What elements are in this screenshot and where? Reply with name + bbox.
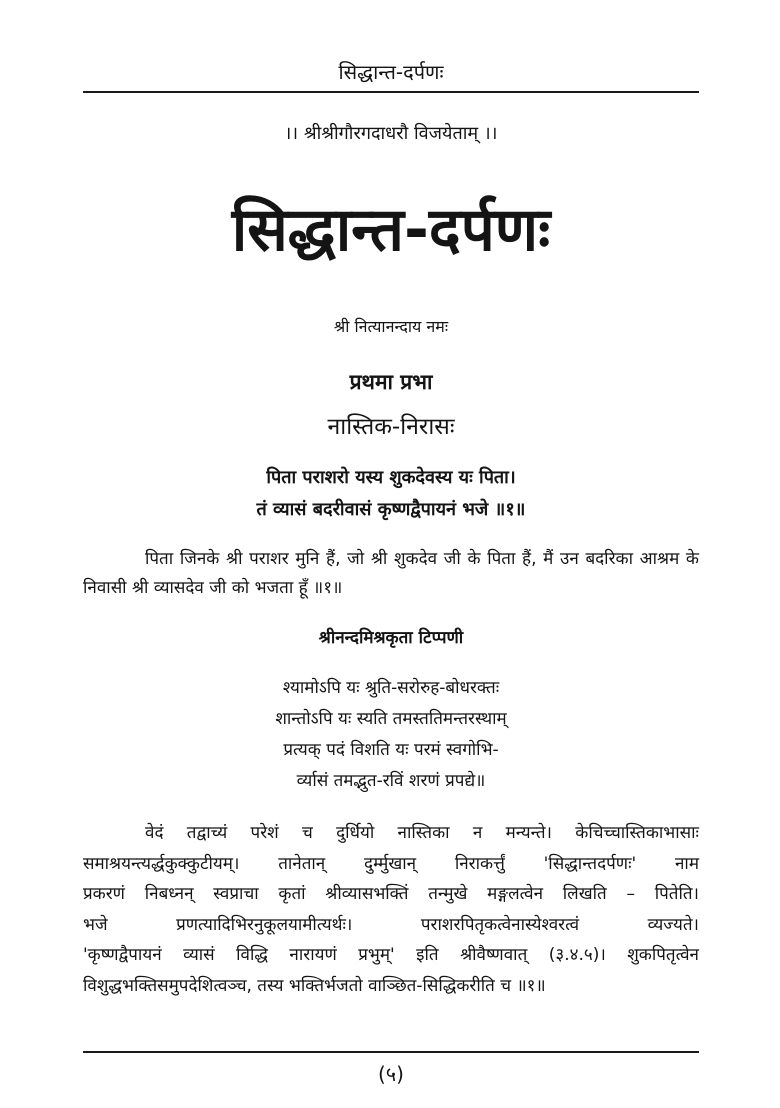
verse-line: तं व्यासं बदरीवासं कृष्णद्वैपायनं भजे ॥१॥ xyxy=(256,499,526,520)
tippani-line: र्व्यासं तमद्भुत-रविं शरणं प्रपद्ये॥ xyxy=(296,771,486,791)
verse-line: पिता पराशरो यस्य शुकदेवस्य यः पिता। xyxy=(266,467,516,488)
translation-text: पिता जिनके श्री पराशर मुनि हैं, जो श्री शुकदेव जी के पिता हैं, मैं उन बदरिका आश्रम के निवासी श्री व्यासदेव जी को भजता हूँ ॥१॥ xyxy=(83,549,699,598)
footer-rule xyxy=(83,1051,699,1053)
tippani-line: शान्तोऽपि यः स्यति तमस्ततिमन्तरस्थाम् xyxy=(275,709,507,729)
translation-paragraph xyxy=(83,545,699,603)
tippani-line: श्यामोऽपि यः श्रुति-सरोरुह-बोधरक्तः xyxy=(282,678,500,698)
salutation: श्री नित्यानन्दाय नमः xyxy=(333,317,449,336)
book-page xyxy=(83,0,699,1108)
running-head: सिद्धान्त-दर्पणः xyxy=(338,60,444,84)
page-number: (५) xyxy=(377,1062,404,1086)
tippani-heading: श्रीनन्दमिश्रकृता टिप्पणी xyxy=(318,628,464,648)
header-rule xyxy=(83,91,699,93)
commentary-line: विशुद्धभक्तिसमुपदेशित्वञ्च, तस्य भक्तिर्भजतो वाञ्छित-सिद्धिकरीति च ॥१॥ xyxy=(83,975,546,996)
chapter-subtitle: नास्तिक-निरासः xyxy=(327,414,455,440)
commentary-paragraph xyxy=(83,818,699,1001)
tippani-verse xyxy=(83,673,699,797)
page-title: सिद्धान्त-दर्पणः xyxy=(231,195,551,265)
chapter-name: प्रथमा प्रभा xyxy=(349,370,433,394)
commentary-line: समाश्रयन्त्यर्द्धकुक्कुटीयम्। तानेतान् दुर्म्मुखान् निराकर्त्तुं 'सिद्धान्तदर्पणः' नाम xyxy=(83,853,699,874)
tippani-line: प्रत्यक् पदं विशति यः परमं स्वगोभि- xyxy=(283,740,499,760)
commentary-line: भजे प्रणत्यादिभिरनुकूलयामीत्यर्थः। पराशरपितृकत्वेनास्येश्वरत्वं व्यज्यते। xyxy=(83,914,699,935)
commentary-line: 'कृष्णद्वैपायनं व्यासं विद्धि नारायणं प्रभुम्' इति श्रीवैष्णवात् (३.४.५)। शुकपितृत्वेन xyxy=(83,945,699,965)
verse-block xyxy=(83,462,699,526)
commentary-line: वेदं तद्वाच्यं परेशं च दुर्धियो नास्तिका न मन्यन्ते। केचिच्चास्तिकाभासाः xyxy=(145,823,699,843)
invocation: ।। श्रीश्रीगौरगदाधरौ विजयेताम् ।। xyxy=(284,123,498,144)
commentary-line: प्रकरणं निबध्नन् स्वप्राचा कृतां श्रीव्यासभक्तिं तन्मुखे मङ्गलत्वेन लिखति – पितेति। xyxy=(83,884,699,904)
